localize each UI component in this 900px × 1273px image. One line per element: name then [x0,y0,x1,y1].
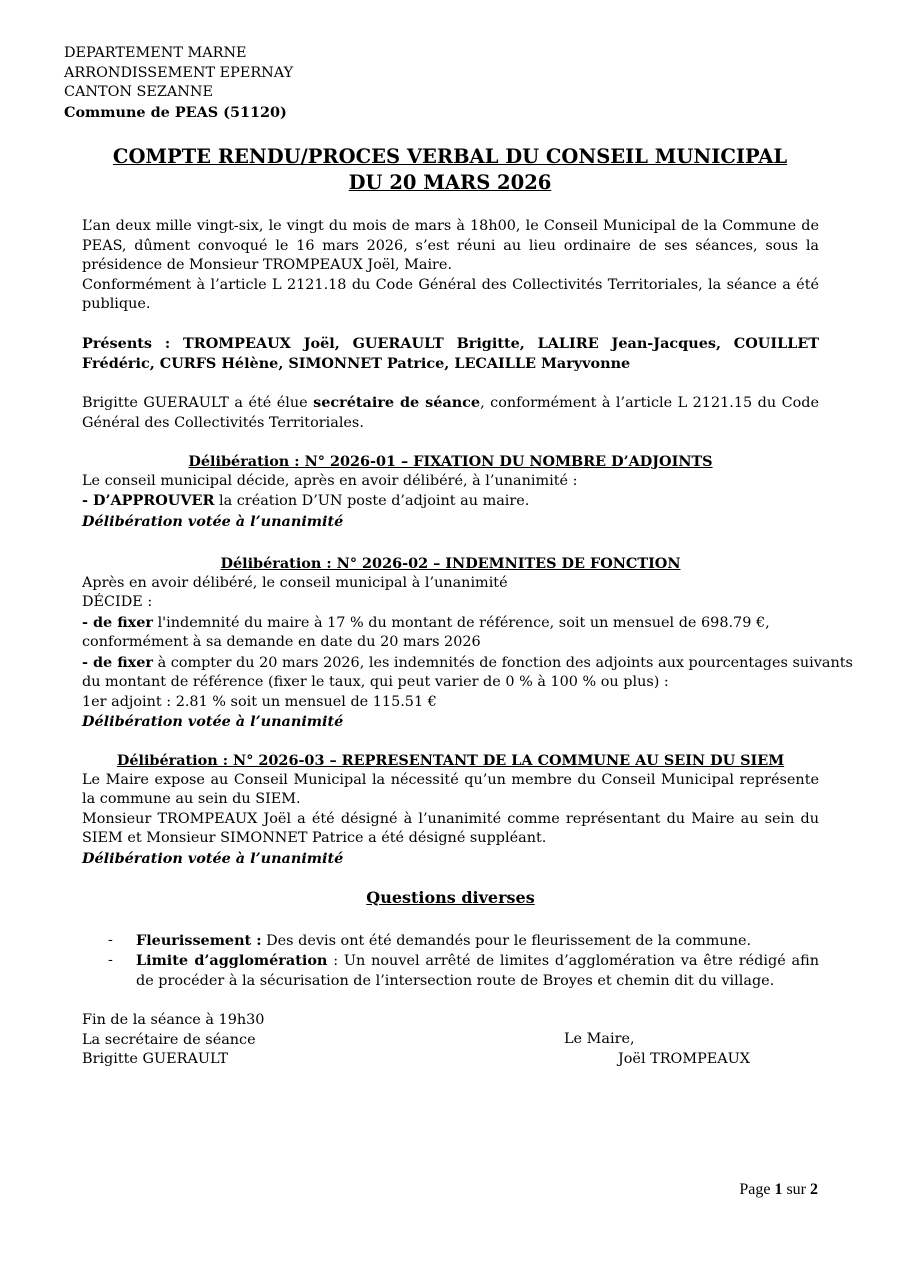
intro-paragraph-1: L’an deux mille vingt-six, le vingt du mois de mars à 18h00, le Conseil Municipal de la Commune de PEAS, dûment convoqué le 16 mars 2026, s’est réuni au lieu ordinaire de ses séances, sous la présidence de Monsieur TROMPEAUX Joël, Maire. [82,218,819,273]
mayor-signature-label: Le Maire, [564,1031,635,1047]
deliberation-2-item-1-verb: - de fixer [82,613,153,631]
bullet-dash: - [108,931,113,948]
deliberation-1-intro: Le conseil municipal décide, après en avoir délibéré, à l’unanimité : [82,472,578,489]
closing-secretary-block [82,1011,264,1070]
deliberation-3-title: Délibération : N° 2026-03 – REPRESENTANT DE LA COMMUNE AU SEIN DU SIEM [116,752,785,769]
deliberation-2-item-2 [82,653,866,693]
presents-list: Présents : TROMPEAUX Joël, GUERAULT Brigitte, LALIRE Jean-Jacques, COUILLET Frédéric, CURFS Hélène, SIMONNET Patrice, LECAILLE Maryvonne [82,335,819,372]
deliberation-1-title: Délibération : N° 2026-01 – FIXATION DU NOMBRE D’ADJOINTS [188,453,713,470]
header-departement: DEPARTEMENT MARNE [64,45,247,61]
page-total: 2 [810,1181,818,1198]
deliberation-2-item-2-verb: - de fixer [82,653,153,671]
deliberation-2026-01 [82,452,819,531]
bullet-dash: - [108,952,113,968]
deliberation-3-paragraph-1: Le Maire expose au Conseil Municipal la nécessité qu’un membre du Conseil Municipal représente la commune au sein du SIEM. [82,771,819,807]
questions-list [82,931,819,992]
session-end: Fin de la séance à 19h30 [82,1012,265,1028]
secretary-text-after: , conformément à l’article L 2121.15 du Code Général des Collectivités Territoriales. [82,395,820,431]
secretary-signature-name: Brigitte GUERAULT [82,1051,228,1067]
question-item-fleurissement [82,931,819,952]
secretary-role: secrétaire de séance [313,394,481,411]
questions-title: Questions diverses [366,888,535,907]
questions-section [82,888,819,991]
secretary-paragraph [82,393,819,433]
deliberation-2026-03 [82,751,819,868]
question-item-2-label: Limite d’agglomération [136,952,328,969]
deliberation-2-item-2-text: à compter du 20 mars 2026, les indemnités de fonction des adjoints aux pourcentages suivants du montant de référence (fixer le taux, qui peut varier de 0 % à 100 % ou plus) : [82,654,853,690]
deliberation-2-item-1-text: l'indemnité du maire à 17 % du montant de référence, soit un mensuel de 698.79 €, conformément à sa demande en date du 20 mars 2026 [82,614,770,650]
title-line-2: DU 20 MARS 2026 [348,171,552,194]
deliberation-2026-02 [82,554,866,732]
deliberation-3-paragraph-2: Monsieur TROMPEAUX Joël a été désigné à l’unanimité comme représentant du Maire au sein du SIEM et Monsieur SIMONNET Patrice a été désigné suppléant. [82,810,819,846]
deliberation-2-item-1 [82,613,866,653]
header-commune: Commune de PEAS (51120) [64,103,287,121]
page-number [739,1180,818,1200]
title-line-1: COMPTE RENDU/PROCES VERBAL DU CONSEIL MUNICIPAL [112,145,788,168]
intro-section [82,217,819,315]
secretary-signature-label: La secrétaire de séance [82,1031,256,1048]
deliberation-1-vote: Délibération votée à l’unanimité [82,512,344,530]
question-item-2-text: : Un nouvel arrêté de limites d’agglomération va être rédigé afin de procéder à la sécurisation de l’intersection route de Broyes et chemin dit du village. [136,953,819,989]
document-title [0,144,900,196]
deliberation-2-adjoint-rate: 1er adjoint : 2.81 % soit un mensuel de 115.51 € [82,693,437,710]
mayor-signature-name: Joël TROMPEAUX [618,1051,751,1067]
header-canton: CANTON SEZANNE [64,84,214,100]
header-arrondissement: ARRONDISSEMENT EPERNAY [64,64,294,81]
deliberation-2-vote: Délibération votée à l’unanimité [82,713,344,730]
document-header [64,44,464,122]
deliberation-1-item-verb: - D’APPROUVER [82,492,215,509]
page-word: Page [739,1181,771,1198]
question-item-1-label: Fleurissement : [136,931,262,949]
deliberation-3-vote: Délibération votée à l’unanimité [82,849,344,867]
question-item-1-text: Des devis ont été demandés pour le fleurissement de la commune. [261,932,752,949]
page-sur: sur [786,1181,806,1198]
deliberation-1-item-text: la création D’UN poste d’adjoint au maire. [214,493,530,509]
page-current: 1 [774,1181,783,1198]
secretary-text-before: Brigitte GUERAULT a été élue [82,395,314,411]
intro-paragraph-2: Conformément à l’article L 2121.18 du Code Général des Collectivités Territoriales, la séance a été publique. [82,276,819,312]
question-item-agglomeration [82,951,819,991]
deliberation-2-decide: DÉCIDE : [82,594,153,610]
deliberation-2-intro: Après en avoir délibéré, le conseil municipal à l’unanimité [82,574,508,591]
deliberation-2-title: Délibération : N° 2026-02 – INDEMNITES DE FONCTION [220,555,681,572]
deliberation-1-item [82,491,819,512]
